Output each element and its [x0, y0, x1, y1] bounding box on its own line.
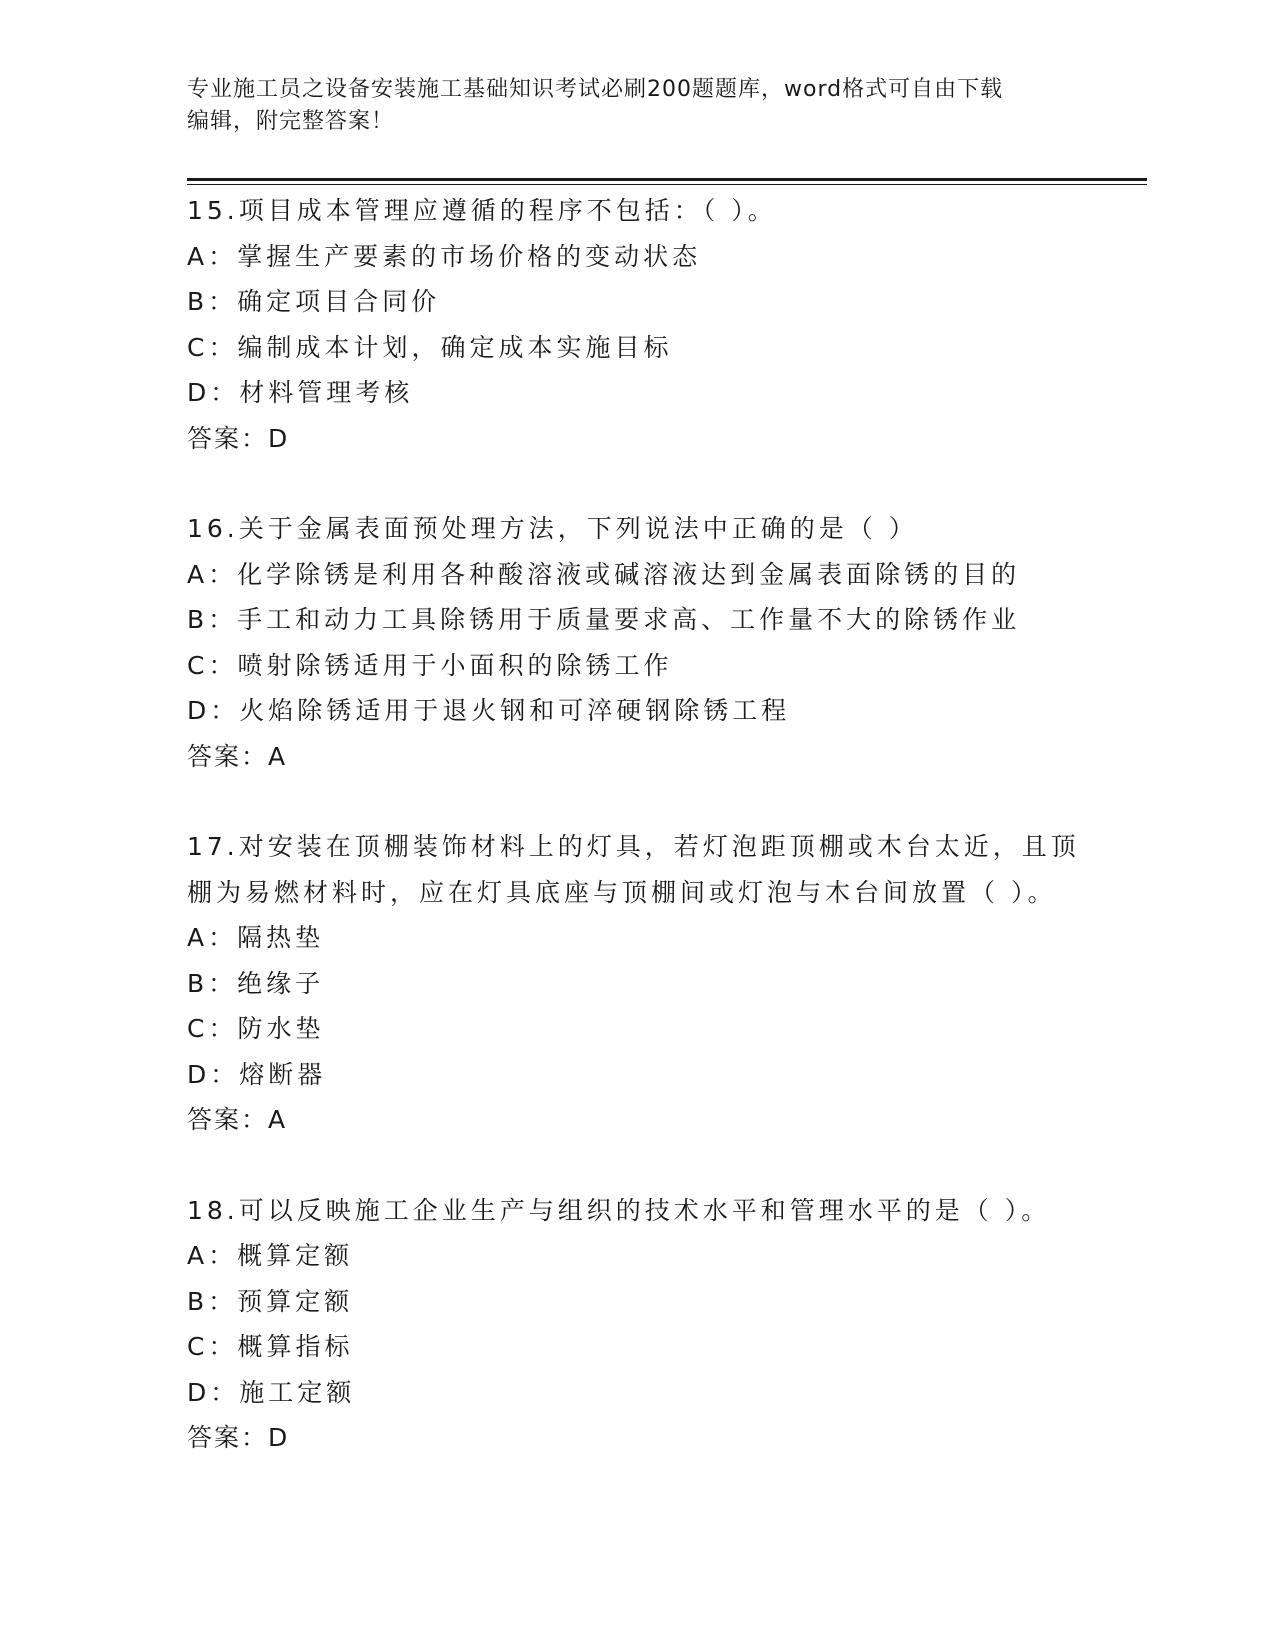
option-a: A：化学除锈是利用各种酸溶液或碱溶液达到金属表面除锈的目的	[187, 559, 1021, 589]
option-c: C：喷射除锈适用于小面积的除锈工作	[187, 650, 673, 680]
option-b: B：绝缘子	[187, 968, 325, 998]
option-d: D：施工定额	[187, 1377, 356, 1407]
question-stem-line-2: 棚为易燃材料时，应在灯具底座与顶棚间或灯泡与木台间放置（ ）。	[187, 877, 1057, 907]
answer-label: 答案：D	[187, 423, 290, 453]
option-c: C：概算指标	[187, 1332, 354, 1361]
option-d: D：熔断器	[187, 1059, 327, 1089]
option-b: B：确定项目合同价	[187, 287, 441, 316]
option-c: C：编制成本计划，确定成本实施目标	[187, 332, 673, 362]
header-divider-thick	[187, 178, 1147, 181]
question-15	[187, 188, 1087, 461]
question-stem-line-1: 17.对安装在顶棚装饰材料上的灯具，若灯泡距顶棚或木台太近，且顶	[187, 832, 1080, 861]
answer-label: 答案：D	[187, 1423, 290, 1452]
header-line-2: 编辑，附完整答案！	[187, 109, 395, 134]
option-a: A：隔热垫	[187, 923, 325, 952]
question-18	[187, 1188, 1087, 1461]
question-17	[187, 824, 1087, 1143]
option-d: D：火焰除锈适用于退火钢和可淬硬钢除锈工程	[187, 696, 791, 725]
answer-label: 答案：A	[187, 1105, 288, 1134]
header-divider-thin	[187, 184, 1147, 185]
header-line-1: 专业施工员之设备安装施工基础知识考试必刷200题题库，word格式可自由下载	[187, 77, 1004, 102]
option-a: A：掌握生产要素的市场价格的变动状态	[187, 241, 702, 271]
question-stem: 18.可以反映施工企业生产与组织的技术水平和管理水平的是（ ）。	[187, 1195, 1051, 1225]
question-16	[187, 506, 1087, 779]
option-b: B：预算定额	[187, 1286, 354, 1316]
option-b: B：手工和动力工具除锈用于质量要求高、工作量不大的除锈作业	[187, 605, 1021, 634]
question-stem: 15.项目成本管理应遵循的程序不包括：（ ）。	[187, 196, 777, 225]
question-stem: 16.关于金属表面预处理方法，下列说法中正确的是（ ）	[187, 514, 918, 543]
option-d: D：材料管理考核	[187, 378, 414, 407]
option-a: A：概算定额	[187, 1241, 354, 1270]
question-list	[187, 188, 1087, 1506]
answer-label: 答案：A	[187, 741, 288, 771]
option-c: C：防水垫	[187, 1014, 325, 1043]
document-header	[187, 74, 1067, 138]
